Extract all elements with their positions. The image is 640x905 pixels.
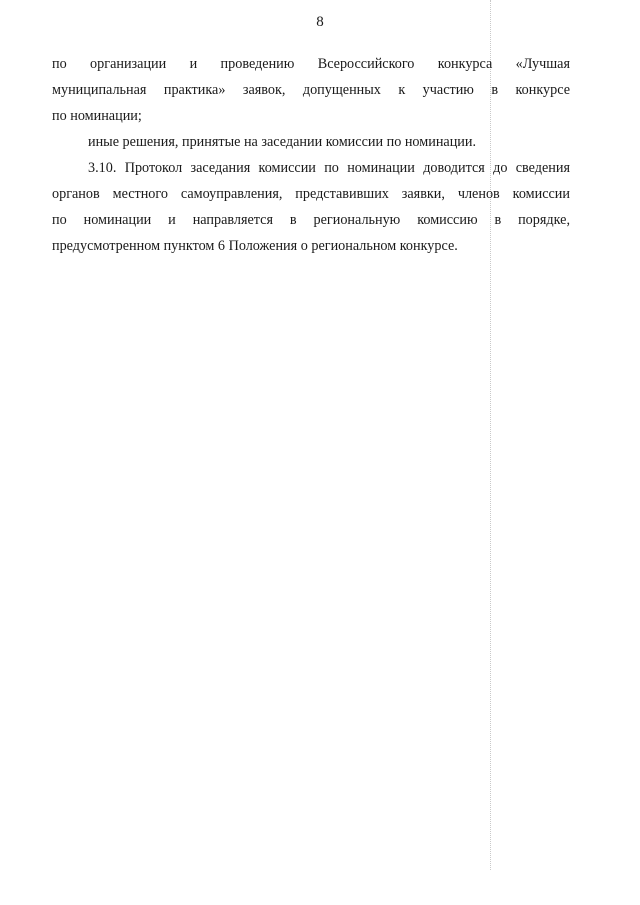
text-line-3: по номинации; (52, 108, 142, 124)
text-line-2: муниципальная практика» заявок, допущенных к участию в конкурсе (52, 82, 570, 98)
text-line-6: органов местного самоуправления, представивших заявки, членов комиссии (52, 186, 570, 202)
text-line-8: предусмотренном пунктом 6 Положения о региональном конкурсе. (52, 238, 458, 254)
text-line-5: 3.10. Протокол заседания комиссии по номинации доводится до сведения (88, 160, 570, 176)
text-line-7: по номинации и направляется в региональную комиссию в порядке, (52, 212, 570, 228)
scan-fold-line (490, 0, 491, 870)
text-line-4: иные решения, принятые на заседании комиссии по номинации. (88, 134, 477, 150)
text-line-1: по организации и проведению Всероссийского конкурса «Лучшая (52, 56, 570, 72)
page-number: 8 (316, 14, 324, 30)
